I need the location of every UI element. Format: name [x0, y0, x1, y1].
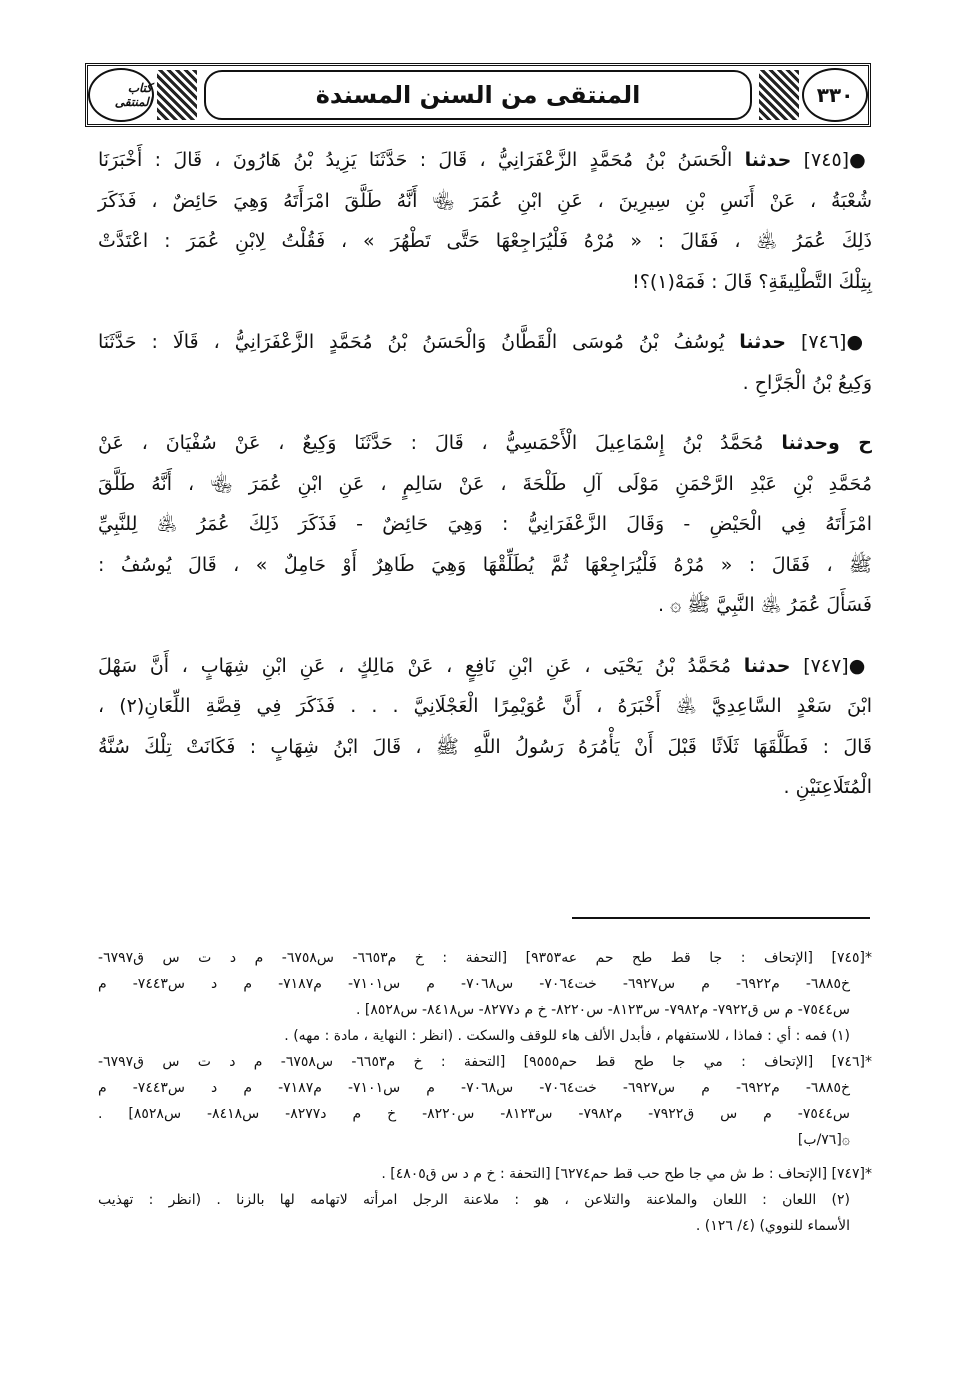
- bullet-icon: ●: [846, 331, 872, 353]
- line-text: وَكِيعُ بْنُ الْجَرَّاحِ .: [742, 371, 872, 394]
- hadith-paragraph: [98, 140, 872, 302]
- narration-keyword: ح وحدثنا: [781, 432, 873, 454]
- text-line: [98, 140, 872, 181]
- footnote-line: خ٦٨٨٥- م٦٩٢٢- م س٦٩٢٧- خت٧٠٦٤- س٧٠٦٨- م س٧١٠١- م٧١٨٧- م د س٧٤٤٣- م: [98, 1080, 851, 1096]
- footnote-line: س٧٥٤٤- م س ق٧٩٢٢- م٧٩٨٢- س٨١٢٣- س٨٢٢٠- خ م د٨٢٧٧- س٨٤١٨- س٨٥٢٨] .: [355, 1002, 850, 1018]
- line-text: امْرَأَتَهُ فِي الْحَيْضِ - وَقَالَ الزَّعْفَرَانِيُّ : وَهِيَ حَائِضٌ - فَذَكَرَ ذَلِكَ عُمَرُ ﵁ لِلنَّبِيِّ: [98, 513, 872, 535]
- line-text: ﷺ ، فَقَالَ : « مُرْهُ فَلْيُرَاجِعْهَا ثُمَّ يُطَلِّقْهَا وَهِيَ طَاهِرٌ أَوْ حَامِلٌ » ، قَالَ يُوسُفُ :: [98, 553, 872, 576]
- footnote-separator: [572, 917, 870, 919]
- hadith-number: [٧٤٥]: [803, 149, 850, 171]
- text-line: [98, 464, 872, 505]
- text-line: [98, 423, 872, 464]
- narration-keyword: حدثنا: [739, 331, 786, 353]
- footnote-line: *[٧٤٦] [الإتحاف : مي جا طح قط حم٩٥٥٥] [التحفة : خ م٦٦٥٣- س٦٧٥٨- م د ت س ق٦٧٩٧-: [98, 1054, 872, 1070]
- line-text: مُحَمَّدُ بْنُ إِسْمَاعِيلَ الْأَحْمَسِيُّ ، قَالَ : حَدَّثَنَا وَكِيعٌ ، عَنْ سُفْيَانَ ، عَنْ: [98, 432, 764, 454]
- footnote-line: (١) فمه : أي : فماذا ، للاستفهام ، فأبدل الألف هاء للوقف والسكت . (انظر : النهاية ، مادة : مهه) .: [284, 1028, 850, 1044]
- footnote-line: *[٧٤٧] [الإتحاف : ط ش مي جا طح حب قط حم٦٢٧٤] [التحفة : خ م د س ق٤٨٠٥] .: [381, 1166, 872, 1182]
- line-text: الْحَسَنُ بْنُ مُحَمَّدٍ الزَّعْفَرَانِيُّ ، قَالَ : حَدَّثَنَا يَزِيدُ بْنُ هَارُونَ ، قَالَ : أَخْبَرَنَا: [98, 149, 733, 171]
- line-text: مُحَمَّدِ بْنِ عَبْدِ الرَّحْمَنِ مَوْلَى آلِ طَلْحَةَ ، عَنْ سَالِمٍ ، عَنِ ابْنِ عُمَرَ ﵄ ، أَنَّهُ طَلَّقَ: [98, 472, 872, 495]
- hadith-paragraph: [98, 322, 872, 403]
- footnotes: [98, 945, 872, 1239]
- footnote-line: (٢) اللعان : اللعان والملاعنة والتلاعن ، هو : ملاعنة الرجل امرأته لاتهامه لها بالزنا . (انظر : تهذيب: [98, 1192, 850, 1208]
- text-line: [98, 322, 872, 363]
- hadith-number: [٧٤٦]: [801, 331, 847, 353]
- running-title: المنتقى من السنن المسندة: [204, 70, 752, 120]
- text-line: [98, 727, 872, 768]
- page-header: [85, 63, 871, 127]
- line-text: بِتِلْكَ التَّطْلِيقَةِ؟ قَالَ : فَمَهْ(١)؟!: [632, 270, 872, 293]
- spacer: [98, 1153, 872, 1161]
- text-line: [98, 686, 872, 727]
- line-text: مُحَمَّدُ بْنُ يَحْيَى ، عَنِ ابْنِ نَافِعٍ ، عَنْ مَالِكٍ ، عَنِ ابْنِ شِهَابٍ ، أَنَّ سَهْلَ: [98, 654, 731, 677]
- main-text: [98, 140, 872, 828]
- ornament-left: [157, 70, 197, 120]
- ornament-right: [759, 70, 799, 120]
- page-number: ٣٣٠: [802, 68, 868, 122]
- hadith-paragraph: [98, 646, 872, 808]
- line-text: قَالَ : فَطَلَّقَهَا ثَلَاثًا قَبْلَ أَنْ يَأْمُرَهُ رَسُولُ اللَّهِ ﷺ ، قَالَ ابْنُ شِهَابٍ : فَكَانَتْ تِلْكَ سُنَّةُ: [98, 735, 872, 758]
- hadith-number: [٧٤٧]: [803, 654, 849, 677]
- text-line: [98, 181, 872, 222]
- footnote-line: ۞[٧٦/ب]: [797, 1132, 850, 1148]
- line-text: ذَلِكَ عُمَرُ ﵁ ، فَقَالَ : « مُرْهُ فَلْيُرَاجِعْهَا حَتَّى تَطْهُرَ » ، فَقُلْتُ لِابْنِ عُمَرَ : اعْتَدَّتْ: [98, 230, 872, 252]
- hadith-paragraph: [98, 423, 872, 626]
- narration-keyword: حدثنا: [744, 149, 792, 171]
- text-line: [98, 646, 872, 687]
- footnote-line: الأسماء للنووي) (٤/ ١٢٦) .: [695, 1218, 850, 1234]
- line-text: يُوسُفُ بْنُ مُوسَى الْقَطَّانُ وَالْحَسَنُ بْنُ مُحَمَّدٍ الزَّعْفَرَانِيُّ ، قَالَا : حَدَّثَنَا: [98, 331, 725, 353]
- narration-keyword: حدثنا: [743, 654, 791, 677]
- line-text: شُعْبَةُ ، عَنْ أَنَسِ بْنِ سِيرِينَ ، عَنِ ابْنِ عُمَرَ ﵄ أَنَّهُ طَلَّقَ امْرَأَتَهُ وَهِيَ حَائِضٌ ، فَذَكَرَ: [98, 189, 872, 212]
- bullet-icon: ●: [848, 654, 872, 677]
- text-line: [98, 545, 872, 586]
- text-line: [98, 262, 872, 303]
- text-line: [98, 767, 872, 808]
- line-text: ابْنَ سَعْدٍ السَّاعِدِيَّ ﵁ أَخْبَرَهُ ، أَنَّ عُوَيْمِرًا الْعَجْلَانِيَّ . . . فَذَكَرَ فِي قِصَّةِ اللِّعَانِ(٢) ،: [98, 695, 872, 717]
- footnote-line: س٧٥٤٤- م س ق٧٩٢٢- م٧٩٨٢- س٨١٢٣- س٨٢٢٠- خ م د٨٢٧٧- س٨٤١٨- س٨٥٢٨] .: [98, 1106, 851, 1122]
- line-text: الْمُتَلَاعِنَيْنِ .: [783, 776, 872, 798]
- text-line: [98, 585, 872, 626]
- logo-text: كتاب المنتقى: [114, 81, 152, 109]
- line-text: فَسَأَلَ عُمَرُ ﵁ النَّبِيَّ ﷺ ۞ .: [658, 594, 872, 616]
- book-logo: [88, 68, 154, 122]
- footnote-line: خ٦٨٨٥- م٦٩٢٢- م س٦٩٢٧- خت٧٠٦٤- س٧٠٦٨- م س٧١٠١- م٧١٨٧- م د س٧٤٤٣- م: [98, 976, 851, 992]
- text-line: [98, 504, 872, 545]
- text-line: [98, 221, 872, 262]
- footnote-line: *[٧٤٥] [الإتحاف : جا قط طح حم عه٩٣٥٣] [التحفة : خ م٦٦٥٣- س٦٧٥٨- م د ت س ق٦٧٩٧-: [98, 950, 873, 966]
- bullet-icon: ●: [849, 149, 872, 171]
- text-line: [98, 363, 872, 404]
